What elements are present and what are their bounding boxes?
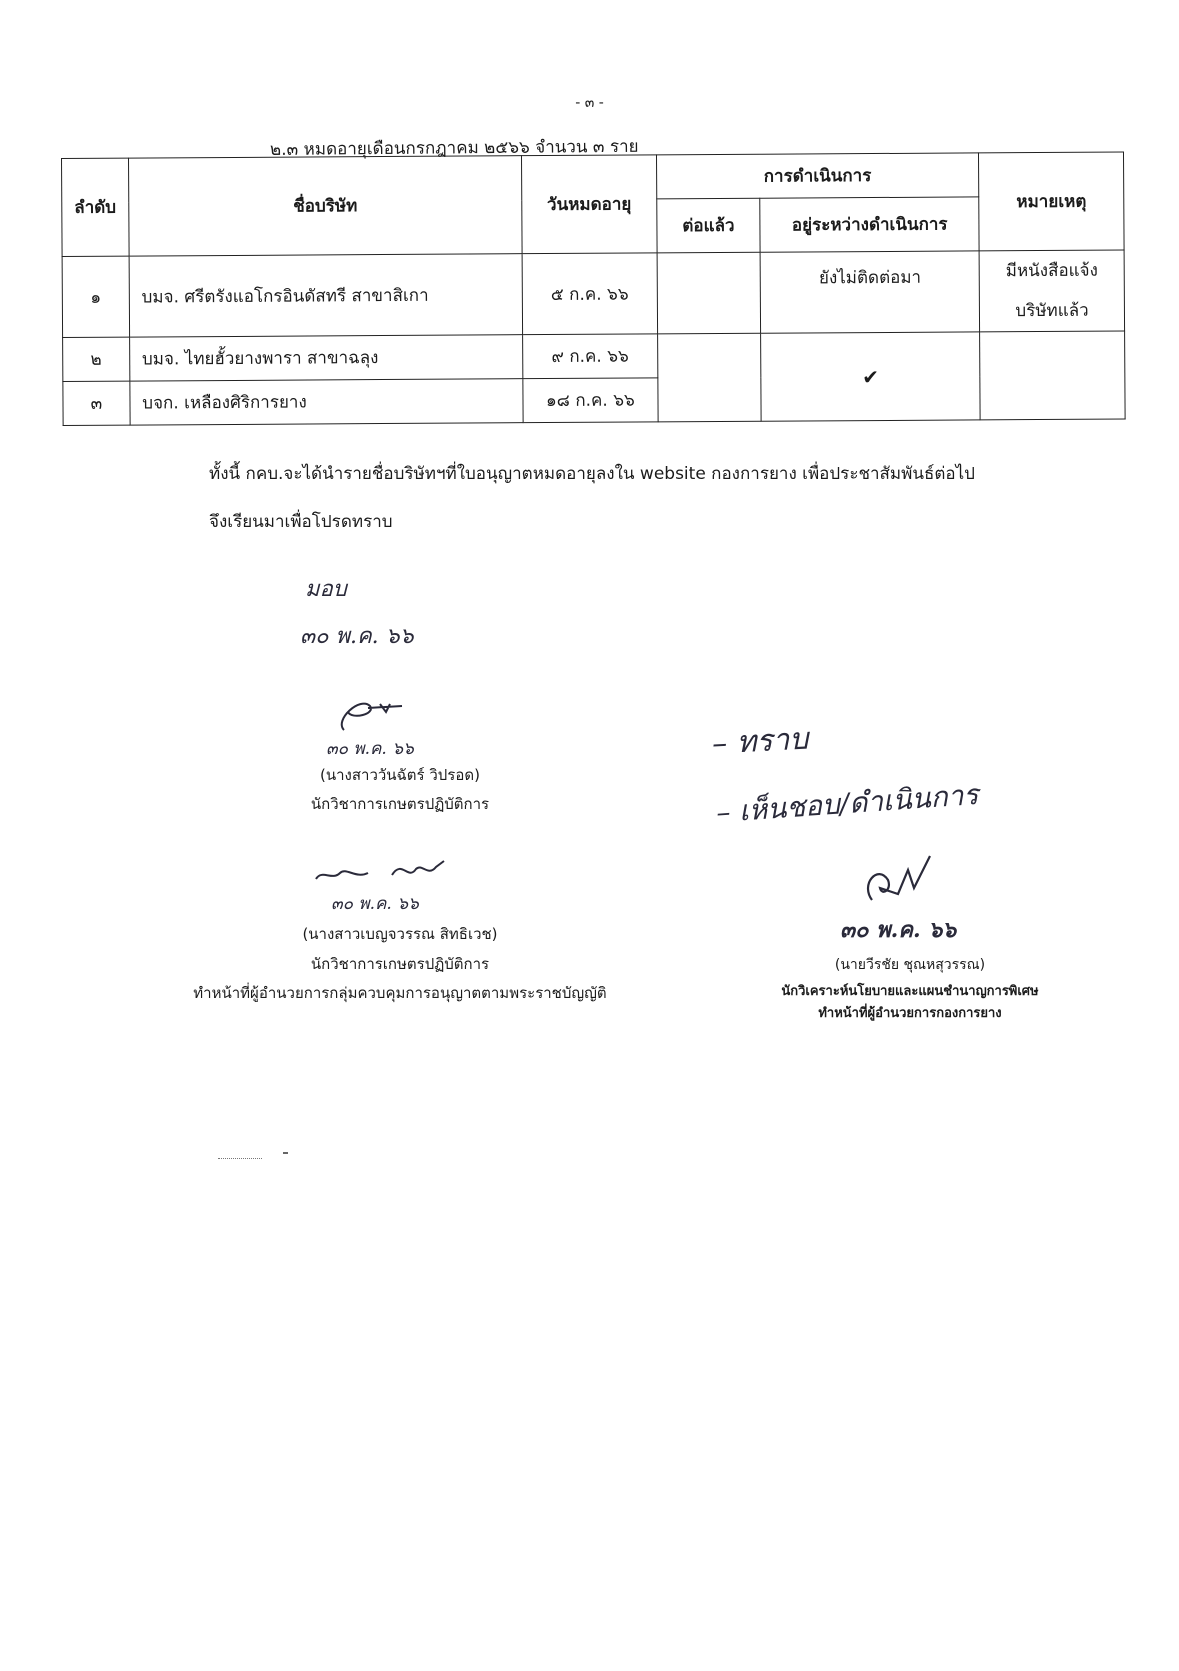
header-expiry: วันหมดอายุ [522,155,657,254]
handwritten-date: ๓๐ พ.ค. ๖๖ [300,624,414,649]
expiry-table [61,152,1126,426]
signature-3-date: ๓๐ พ.ค. ๖๖ [840,917,957,943]
check-mark-icon: ✔ [761,332,980,421]
signatory-1-position: นักวิชาการเกษตรปฏิบัติการ [310,795,490,813]
table-row [62,250,1124,337]
row1-remark [979,250,1124,332]
table-row [63,331,1125,381]
signatory-2-name: (นางสาวเบญจวรรณ สิทธิเวช) [302,925,498,943]
signatory-3-name: (นายวีรชัย ชุณหสุวรรณ) [834,957,986,973]
table-header-row [62,152,1124,202]
row1-order: ๑ [62,256,129,337]
signature-1-image [330,690,410,738]
signatory-1-name: (นางสาววันฉัตร์ วิปรอด) [320,766,480,784]
header-in-progress: อยู่ระหว่างดำเนินการ [760,197,979,252]
row1-remark-line1: มีหนังสือแจ้ง [1005,260,1098,282]
header-remark: หมายเหตุ [979,152,1124,251]
row23-remark [980,331,1125,420]
signature-3-image [858,850,938,910]
row2-expiry: ๙ ก.ค. ๖๖ [523,334,658,379]
handwritten-acknowledge: – ทราบ [711,721,810,762]
header-action: การดำเนินการ [656,153,979,199]
handwritten-approve: – เห็นชอบ/ดำเนินการ [715,777,980,830]
header-order: ลำดับ [62,158,129,256]
signatory-2-acting: ทำหน้าที่ผู้อำนวยการกลุ่มควบคุมการอนุญาตตามพระราชบัญญัติ [193,984,607,1002]
row23-renewed [657,333,761,422]
handwritten-note: มอบ [305,577,347,602]
signature-2-date: ๓๐ พ.ค. ๖๖ [331,894,419,914]
header-company: ชื่อบริษัท [128,156,522,256]
row3-expiry: ๑๘ ก.ค. ๖๖ [523,378,658,423]
row2-company: บมจ. ไทยฮั้วยางพารา สาขาฉลุง [129,335,523,381]
row2-order: ๒ [63,337,130,381]
signature-2-image [312,855,452,887]
row1-company: บมจ. ศรีตรังแอโกรอินดัสทรี สาขาสิเกา [129,254,523,337]
section-title: ๒.๓ หมดอายุเดือนกรกฎาคม ๒๕๖๖ จำนวน ๓ ราย [269,136,639,160]
scan-speck [218,1158,262,1160]
signatory-3-acting: ทำหน้าที่ผู้อำนวยการกองการยาง [818,1006,1002,1021]
expiry-table-wrapper [61,152,1126,426]
header-renewed: ต่อแล้ว [656,198,760,253]
signature-1-date: ๓๐ พ.ค. ๖๖ [326,739,414,759]
signatory-3-position: นักวิเคราะห์นโยบายและแผนชำนาญการพิเศษ [781,984,1039,999]
closing-paragraph: ทั้งนี้ กคบ.จะได้นำรายชื่อบริษัทฯที่ใบอนุญาตหมดอายุลงใน website กองการยาง เพื่อประชาสัมพันธ์ต่อไป [209,464,975,484]
row1-in-progress: ยังไม่ติดต่อมา [760,251,979,333]
row3-order: ๓ [63,381,130,425]
row1-renewed [657,252,761,334]
page-number: - ๓ - [575,95,604,111]
row3-company: บจก. เหลืองศิริการยาง [130,379,524,425]
signatory-2-position: นักวิชาการเกษตรปฏิบัติการ [310,955,490,973]
closing-request: จึงเรียนมาเพื่อโปรดทราบ [209,512,393,532]
row1-expiry: ๕ ก.ค. ๖๖ [522,253,657,335]
scan-speck [283,1152,288,1154]
row1-remark-line2: บริษัทแล้ว [1015,300,1089,322]
